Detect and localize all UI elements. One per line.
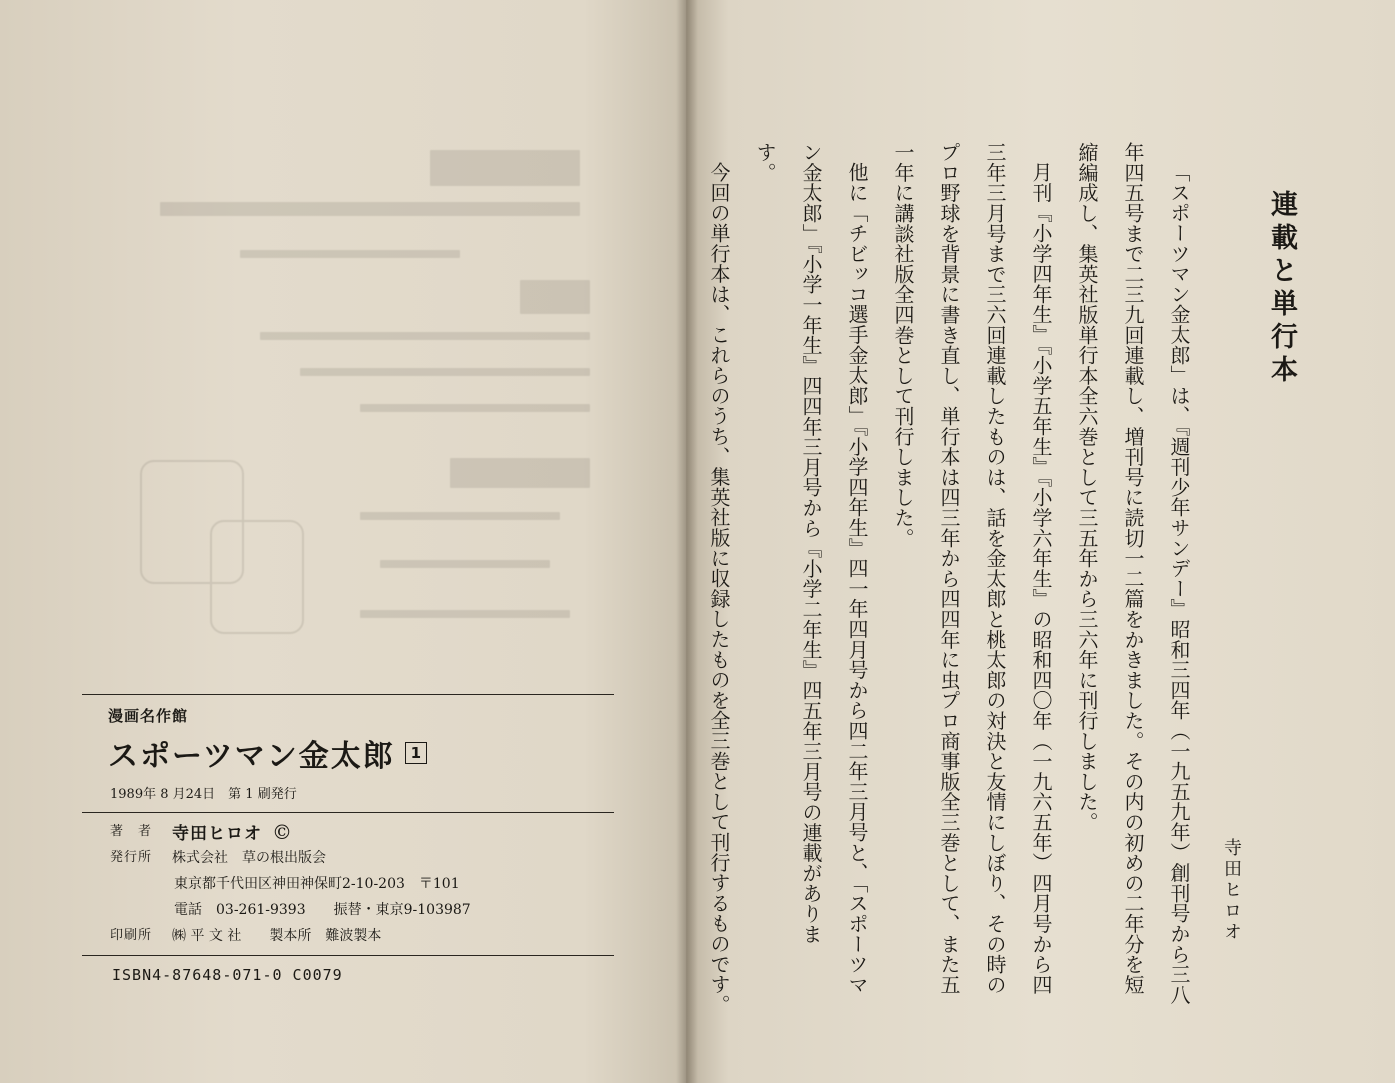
book-title-row <box>108 731 614 775</box>
bleed-through-text <box>60 140 600 660</box>
afterword-column-6: プロ野球を背景に書き直し、単行本は四三年から四四年に虫プロ商事版全三巻として、また五 <box>937 142 961 995</box>
afterword-column-10: す。 <box>753 142 777 183</box>
afterword-column-1: 「スポーツマン金太郎」は、『週刊少年サンデー』昭和三四年（一九五九年）創刊号から三八 <box>1167 162 1191 1005</box>
afterword-column-2: 年四五号まで二三九回連載し、増刊号に読切一二篇をかきました。その内の初めの二年分を短 <box>1121 142 1145 995</box>
afterword-column-3: 縮編成し、集英社版単行本全六巻として三五年から三六年に刊行しました。 <box>1075 142 1099 833</box>
afterword-column-9: ン金太郎」『小学一年生』四四年三月号から『小学二年生』四五年三月号の連載がありま <box>799 142 823 944</box>
afterword-column-7: 一年に講談社版全四巻として刊行しました。 <box>891 142 915 548</box>
bottom-rule <box>82 955 614 956</box>
colophon <box>82 694 614 984</box>
printer-line <box>82 923 614 949</box>
publisher-phone: 電話 03-261-9393 振替・東京9-103987 <box>174 902 471 918</box>
series-name: 漫画名作館 <box>108 707 189 725</box>
isbn: ISBN4-87648-071-0 C0079 <box>112 966 343 984</box>
author-name: 寺田ヒロオ <box>172 824 262 844</box>
publisher-name: 株式会社 草の根出版会 <box>172 850 326 866</box>
volume-badge: 1 <box>405 742 427 764</box>
publisher-address: 東京都千代田区神田神保町2-10-203 〒101 <box>174 876 460 892</box>
afterword-column-8: 他に「チビッコ選手金太郎」『小学四年生』四一年四月号から四二年三月号と、「スポーツマ <box>845 162 869 995</box>
book-gutter <box>676 0 698 1083</box>
phone-line <box>82 897 614 923</box>
printer-binder: ㈱ 平 文 社 製本所 難波製本 <box>172 928 382 944</box>
copyright-icon: © <box>272 820 292 844</box>
afterword-column-4: 月刊『小学四年生』『小学五年生』『小学六年生』の昭和四〇年（一九六五年）四月号から四 <box>1029 162 1053 995</box>
printer-label: 印刷所 <box>110 928 153 943</box>
publisher-label: 発行所 <box>110 850 153 865</box>
publisher-line <box>82 845 614 871</box>
afterword-column-11: 今回の単行本は、これらのうち、集英社版に収録したものを全三巻として刊行するものです。 <box>707 162 731 1015</box>
publication-date: 1989年 8 月24日 第 1 刷発行 <box>110 787 297 802</box>
left-page <box>0 0 686 1083</box>
address-line <box>82 871 614 897</box>
author-label: 著 者 <box>110 824 153 839</box>
afterword-title: 連載と単行本 <box>1266 190 1297 388</box>
top-rule <box>82 694 614 695</box>
author-line <box>82 819 614 845</box>
author-value <box>172 819 292 848</box>
afterword-column-5: 三年三月号まで三六回連載したものは、話を金太郎と桃太郎の対決と友情にしぼり、その時の <box>983 142 1007 995</box>
book-title: スポーツマン金太郎 <box>108 739 395 774</box>
afterword-signature: 寺田ヒロオ <box>1221 838 1242 943</box>
